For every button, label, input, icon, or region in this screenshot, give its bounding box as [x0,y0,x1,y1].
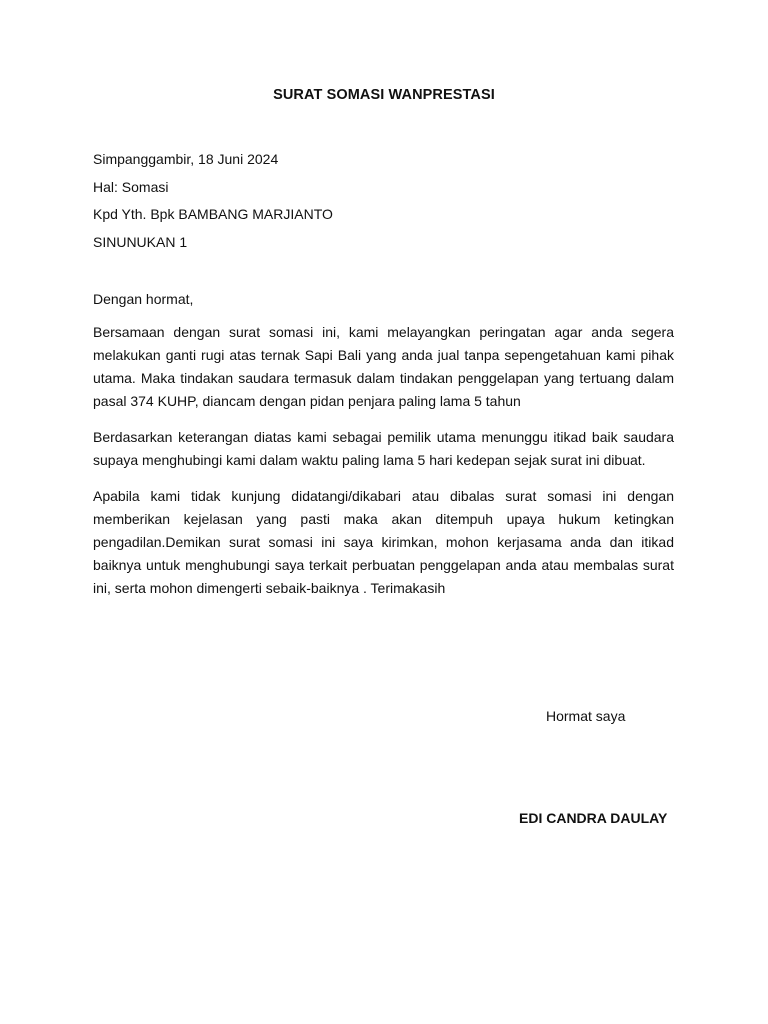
closing-text: Hormat saya [546,708,626,724]
subject-line: Hal: Somasi [93,179,169,195]
document-title: SURAT SOMASI WANPRESTASI [273,87,495,103]
recipient-location: SINUNUKAN 1 [93,234,188,250]
salutation: Dengan hormat, [93,291,194,307]
paragraph-3: Apabila kami tidak kunjung didatangi/dikabari atau dibalas surat somasi ini dengan memberikan kejelasan yang pasti maka akan ditempuh upaya hukum ketingkan pengadilan.Demikan surat somasi ini saya kirimkan, mohon kerjasama anda dan itikad baiknya untuk menghubungi saya terkait perbuatan penggelapan anda atau membalas surat ini, serta mohon dimengerti sebaik-baiknya . Terimakasih [93,488,674,596]
paragraph-1: Bersamaan dengan surat somasi ini, kami melayangkan peringatan agar anda segera melakukan ganti rugi atas ternak Sapi Bali yang anda jual tanpa sepengetahuan kami pihak utama. Maka tindakan saudara termasuk dalam tindakan penggelapan yang tertuang dalam pasal 374 KUHP, diancam dengan pidan penjara paling lama 5 tahun [93,324,674,409]
place-date: Simpanggambir, 18 Juni 2024 [93,151,279,167]
recipient-name: Kpd Yth. Bpk BAMBANG MARJIANTO [93,206,333,222]
paragraph-2: Berdasarkan keterangan diatas kami sebagai pemilik utama menunggu itikad baik saudara supaya menghubingi kami dalam waktu paling lama 5 hari kedepan sejak surat ini dibuat. [93,429,674,468]
signer-name: EDI CANDRA DAULAY [519,810,668,826]
